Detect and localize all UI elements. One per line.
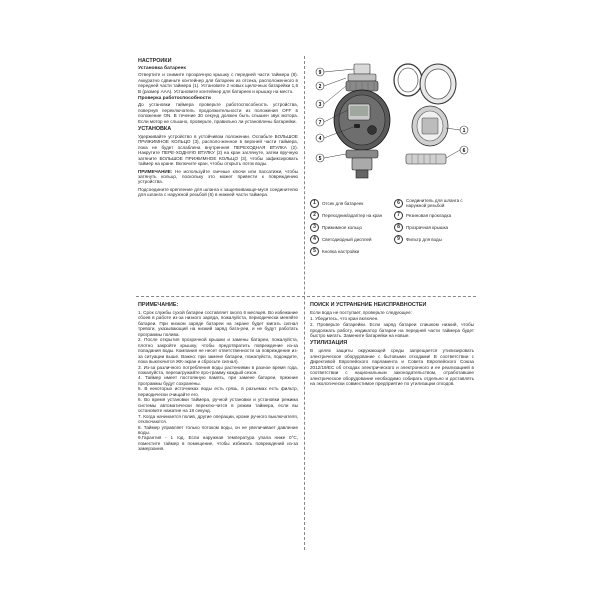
note-item-5: 5. В некоторых источниках воды есть грязь, в разъемах есть фильтр, периодически очищайте его.: [138, 386, 298, 397]
hose-text: Подсоедините крепление для шланга к защелкивающе-муся соединителю для шланга с наружной резьбой (6) в нижней части таймера.: [138, 186, 298, 198]
callout-5: 5: [318, 155, 322, 162]
legend-text: Прижимное кольцо: [322, 225, 363, 231]
legend-text: Кнопка настройки: [322, 249, 360, 255]
callout-2: 2: [318, 83, 322, 90]
legend-number: 6: [394, 199, 403, 208]
note-item-8: 8. Таймер управляет только потоком воды, он не увеличивает давление воды.: [138, 424, 298, 435]
settings-panel: [138, 58, 298, 292]
callout-7: 7: [318, 119, 322, 126]
legend-item: [394, 223, 474, 232]
legend-item: [310, 235, 390, 244]
legend-text: Соединитель для шланга с наружной резьбой: [406, 198, 463, 209]
faucet-adapter-illustration: [346, 64, 378, 91]
install-note: [138, 169, 298, 185]
legend-text: Отсек для батареек: [322, 200, 364, 206]
legend-text: Переходник/адаптер на кран: [322, 213, 383, 219]
note-item-3: 3. Из-за различного потребления воды растениями в разное время года, пожалуйста, перезагружайте про-грамму каждый сезон.: [138, 364, 298, 375]
legend-number: 9: [394, 235, 403, 244]
troubleshooting-step-2: 2. Проверьте батарейки. Если заряд батареи слишком низкий, чтобы продолжать работу, индикатор батареи на передней части таймера будет быстро мигать. Замените батарейки на новые.: [310, 322, 474, 338]
legend-text: Светодиодный дисплей: [322, 237, 372, 243]
callout-6: 6: [462, 147, 466, 154]
callout-3: 3: [318, 101, 322, 108]
vertical-fold-line: [304, 56, 305, 550]
legend-item: [310, 211, 390, 220]
note-item-9: 9.Гарантия - 1 год. Если наружная температура упала ниже 0°С, поместите таймер в помещение, чтобы избежать повреждений из-за замерзания.: [138, 435, 298, 452]
legend-text: Фильтр для воды: [406, 237, 442, 243]
timer-body-illustration: [334, 90, 390, 178]
note-item-7: 7. Когда начинается полив, другие операции, кроме ручного выключателя, отключаются.: [138, 413, 298, 425]
install-text: Удерживайте устройство в устойчивом положении. Ослабьте БОЛЬШОЕ ПРИЖИМНОЕ КОЛЬЦО (3), располо-женное в верхней части таймера, пока не будет ослаблена внутренняя ПЕРЕХОДНАЯ ВТУЛКА (2). Накрутите ПЕРЕ-ХОДНУЮ ВТУЛКУ (2) на кран заглянуте, затем вручную затяните БОЛЬШОЕ ПРИЖИМНОЕ КОЛЬЦО (3), чтобы зафиксировать таймер на кране. Включите кран, чтобы открыть поток воды.: [138, 134, 298, 167]
timer-diagram: [310, 58, 474, 194]
legend-number: 2: [310, 211, 319, 220]
legend-item: [394, 235, 474, 244]
note-item-2: 2. После открытия прозрачной крышки и замены батареи, пожалуйста, плотно закройте крышку, чтобы предотвратить повреждение из-за попадания воды. Компания не несет ответственности за повреждение из-за ситуации выше. Важно: при замене батареи, пожалуйста, подождите, пока выключится ЖК-экран и сбросьте сигнал).: [138, 337, 298, 365]
legend-item: [310, 223, 390, 232]
legend-number: 1: [310, 199, 319, 208]
notes-panel: [138, 302, 298, 546]
troubleshooting-heading: ПОИСК И УСТРАНЕНИЕ НЕИСПРАВНОСТЕЙ: [310, 302, 427, 308]
note-item-6: 6. Во время установки таймера, ручной установки и установки режима системы автоматически переклю-чится в режим таймера, если вы остановите нажатие на 18 секунд.: [138, 397, 298, 414]
troubleshooting-intro: Если вода не поступает, проверьте следующее:: [310, 310, 412, 315]
install-note-text: Не используйте гаечные ключи или пассатижи, чтобы затянуть кольцо, поскольку это может привести к повреждению устройства.: [138, 168, 298, 185]
note-item-1: 1. Срок службы сухой батареи составляет около 6 месяцев. Во избежание сбоев в работе из-за низкого заряда, пожалуйста, периодически меняйте батареи. При низком заряде батареи на экране будет мигать сигнал тревоги, указывающий на низкий заряд бата-реи, и не будут работать программы полива.: [138, 310, 298, 337]
callout-9: 9: [318, 69, 322, 76]
legend-item: [310, 247, 390, 256]
notes-heading: ПРИМЕЧАНИЕ:: [138, 302, 179, 308]
settings-heading: НАСТРОЙКИ: [138, 58, 172, 64]
legend-item: [310, 198, 390, 208]
hose-connector-illustration: [406, 154, 446, 164]
legend-number: 3: [310, 223, 319, 232]
check-title: Проверка работоспособности: [138, 96, 211, 101]
install-heading: УСТАНОВКА: [138, 126, 172, 132]
rings-illustration: [394, 64, 456, 104]
callout-1: 1: [462, 127, 466, 134]
legend-number: 7: [394, 211, 403, 220]
parts-panel: [310, 58, 474, 292]
horizontal-fold-line: [136, 296, 476, 297]
legend-text: Прозрачная крышка: [406, 225, 449, 231]
parts-legend: [310, 198, 474, 290]
troubleshooting-panel: [310, 302, 474, 546]
recycling-heading: УТИЛИЗАЦИЯ: [310, 340, 348, 347]
cover-illustration: [412, 106, 448, 146]
battery-title: Установка батареек: [138, 66, 186, 71]
instruction-sheet: [136, 56, 476, 550]
legend-number: 4: [310, 235, 319, 244]
legend-item: [394, 211, 474, 220]
install-note-label: ПРИМЕЧАНИЕ:: [138, 168, 173, 174]
check-text: До установки таймера проверьте работоспособность устройства, повернув переключатель продолжительности из положения OFF в положение ON. В течение 30 секунд должен быть слышен звук мотора. Если мотор не слышно, проверьте, правильно ли установлены батарейки.: [138, 102, 298, 124]
legend-number: 5: [310, 247, 319, 256]
legend-text: Резиновая прокладка: [406, 213, 452, 219]
battery-text: Отвертите и снимите прозрачную крышку с передней части таймера (8). Аккуратно сдвиньте контейнер для батареек из отсека, расположенного в передней части таймера (1). Установите 2 новых щелочных батарейки 1,5 В (размер ААА). Установите контейнер для батареек и крышку на место.: [138, 72, 298, 94]
callout-4: 4: [318, 135, 322, 142]
legend-number: 8: [394, 223, 403, 232]
troubleshooting-step-1: 1. Убедитесь, что кран включен.: [310, 316, 379, 322]
recycling-text: В целях защиты окружающей среды запрещается утилизировать электрическое оборудование с бытовыми отходами! В соответствии с Директивой Европейского парламента и Совета Европейского Союза 2012/19/ЕС об отходах электрического и электронного и ее реализацией в соответствии с национальным законодательством, отработавшее электрическое оборудование необходимо собирать отдельно и доставлять на экологически совместимое предприятие по утилизации отходов.: [310, 348, 474, 386]
note-item-4: 4. Таймер имеет постоянную память, при замене батареи, прежние программы будут сохранены.: [138, 375, 298, 386]
legend-item: [394, 198, 474, 208]
